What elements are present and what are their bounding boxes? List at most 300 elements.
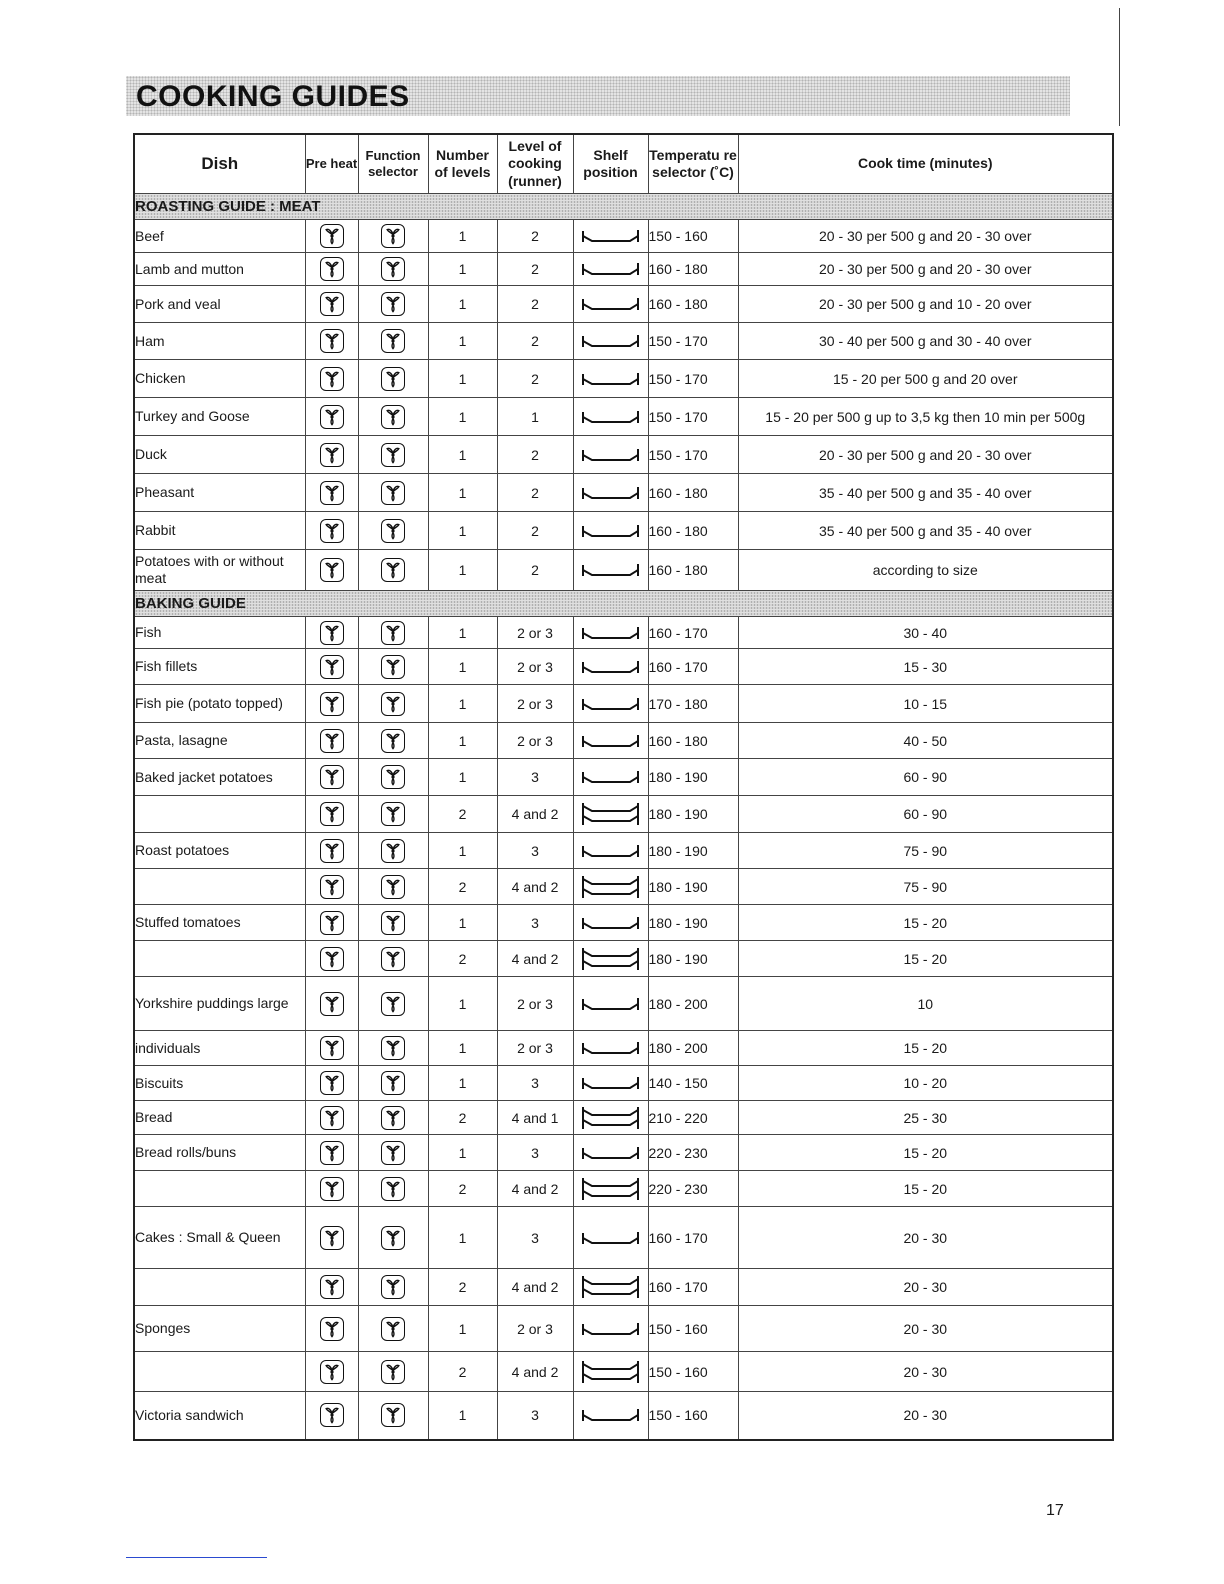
fan-symbol-icon: [381, 329, 405, 353]
runner-value: 3: [497, 1066, 573, 1101]
table-row: [134, 869, 1113, 905]
preheat-icon-cell: [305, 220, 358, 253]
function-icon-cell: [358, 1269, 428, 1306]
function-icon-cell: [358, 253, 428, 286]
fan-symbol-icon: [381, 655, 405, 679]
temperature-value: 180 - 190: [648, 759, 738, 796]
fan-symbol-icon: [320, 367, 344, 391]
single-shelf-icon: [574, 227, 648, 245]
cook-time-value: 15 - 30: [738, 649, 1113, 685]
preheat-icon-cell: [305, 905, 358, 941]
dish-name: Fish: [134, 617, 305, 649]
shelf-position-cell: [573, 1392, 648, 1440]
function-icon-cell: [358, 286, 428, 323]
temperature-value: 180 - 190: [648, 796, 738, 833]
dish-name: Pasta, lasagne: [134, 723, 305, 759]
cook-time-value: 20 - 30: [738, 1392, 1113, 1440]
table-row: [134, 977, 1113, 1031]
cook-time-value: 75 - 90: [738, 833, 1113, 869]
preheat-icon-cell: [305, 1392, 358, 1440]
header-runner: Level of cooking (runner): [497, 134, 573, 194]
shelf-position-cell: [573, 1135, 648, 1171]
levels-value: 1: [428, 474, 497, 512]
fan-symbol-icon: [320, 558, 344, 582]
cook-time-value: 15 - 20: [738, 941, 1113, 977]
runner-value: 3: [497, 905, 573, 941]
preheat-icon-cell: [305, 398, 358, 436]
dish-name: Pork and veal: [134, 286, 305, 323]
single-shelf-icon: [574, 732, 648, 750]
fan-symbol-icon: [320, 1071, 344, 1095]
function-icon-cell: [358, 649, 428, 685]
single-shelf-icon: [574, 561, 648, 579]
preheat-icon-cell: [305, 941, 358, 977]
dish-name: individuals: [134, 1031, 305, 1066]
temperature-value: 150 - 170: [648, 323, 738, 360]
function-icon-cell: [358, 1306, 428, 1352]
function-icon-cell: [358, 474, 428, 512]
table-row: [134, 1392, 1113, 1440]
cook-time-value: 20 - 30: [738, 1352, 1113, 1392]
temperature-value: 180 - 200: [648, 1031, 738, 1066]
table-row: [134, 833, 1113, 869]
runner-value: 3: [497, 1392, 573, 1440]
runner-value: 4 and 1: [497, 1101, 573, 1135]
runner-value: 2 or 3: [497, 977, 573, 1031]
levels-value: 1: [428, 1031, 497, 1066]
levels-value: 1: [428, 286, 497, 323]
fan-symbol-icon: [381, 257, 405, 281]
fan-symbol-icon: [381, 1360, 405, 1384]
table-row: [134, 685, 1113, 723]
shelf-position-cell: [573, 1066, 648, 1101]
fan-symbol-icon: [320, 1226, 344, 1250]
single-shelf-icon: [574, 1229, 648, 1247]
header-shelf: Shelf position: [573, 134, 648, 194]
temperature-value: 150 - 160: [648, 1392, 738, 1440]
function-icon-cell: [358, 323, 428, 360]
fan-symbol-icon: [381, 1106, 405, 1130]
table-row: [134, 474, 1113, 512]
table-row: [134, 253, 1113, 286]
fan-symbol-icon: [381, 875, 405, 899]
cook-time-value: 10 - 15: [738, 685, 1113, 723]
dish-name: Fish fillets: [134, 649, 305, 685]
cook-time-value: 25 - 30: [738, 1101, 1113, 1135]
runner-value: 4 and 2: [497, 941, 573, 977]
fan-symbol-icon: [320, 329, 344, 353]
double-shelf-icon: [574, 1274, 648, 1300]
preheat-icon-cell: [305, 833, 358, 869]
function-icon-cell: [358, 550, 428, 591]
single-shelf-icon: [574, 1144, 648, 1162]
fan-symbol-icon: [381, 1226, 405, 1250]
table-row: [134, 617, 1113, 649]
dish-name: Cakes : Small & Queen: [134, 1207, 305, 1269]
shelf-position-cell: [573, 1306, 648, 1352]
temperature-value: 160 - 180: [648, 512, 738, 550]
shelf-position-cell: [573, 869, 648, 905]
double-shelf-icon: [574, 946, 648, 972]
dish-name: Biscuits: [134, 1066, 305, 1101]
cook-time-value: 10 - 20: [738, 1066, 1113, 1101]
single-shelf-icon: [574, 624, 648, 642]
table-row: [134, 398, 1113, 436]
fan-symbol-icon: [381, 1403, 405, 1427]
temperature-value: 220 - 230: [648, 1171, 738, 1207]
single-shelf-icon: [574, 842, 648, 860]
fan-symbol-icon: [320, 1036, 344, 1060]
dish-name: Bread: [134, 1101, 305, 1135]
runner-value: 2: [497, 436, 573, 474]
runner-value: 2: [497, 512, 573, 550]
shelf-position-cell: [573, 512, 648, 550]
shelf-position-cell: [573, 723, 648, 759]
single-shelf-icon: [574, 1320, 648, 1338]
cook-time-value: 15 - 20 per 500 g up to 3,5 kg then 10 min per 500g: [738, 398, 1113, 436]
levels-value: 2: [428, 1171, 497, 1207]
fan-symbol-icon: [381, 1275, 405, 1299]
runner-value: 4 and 2: [497, 796, 573, 833]
preheat-icon-cell: [305, 977, 358, 1031]
single-shelf-icon: [574, 295, 648, 313]
table-row: [134, 512, 1113, 550]
table-row: [134, 550, 1113, 591]
fan-symbol-icon: [381, 1177, 405, 1201]
fan-symbol-icon: [381, 992, 405, 1016]
function-icon-cell: [358, 617, 428, 649]
temperature-value: 160 - 170: [648, 617, 738, 649]
cook-time-value: 20 - 30 per 500 g and 10 - 20 over: [738, 286, 1113, 323]
fan-symbol-icon: [320, 729, 344, 753]
fan-symbol-icon: [320, 692, 344, 716]
dish-name: Pheasant: [134, 474, 305, 512]
fan-symbol-icon: [381, 729, 405, 753]
cook-time-value: 20 - 30 per 500 g and 20 - 30 over: [738, 220, 1113, 253]
dish-name: [134, 1171, 305, 1207]
shelf-position-cell: [573, 1031, 648, 1066]
preheat-icon-cell: [305, 436, 358, 474]
temperature-value: 150 - 170: [648, 398, 738, 436]
cook-time-value: 30 - 40 per 500 g and 30 - 40 over: [738, 323, 1113, 360]
dish-name: Fish pie (potato topped): [134, 685, 305, 723]
table-row: [134, 796, 1113, 833]
shelf-position-cell: [573, 436, 648, 474]
shelf-position-cell: [573, 685, 648, 723]
fan-symbol-icon: [320, 655, 344, 679]
single-shelf-icon: [574, 1039, 648, 1057]
preheat-icon-cell: [305, 1171, 358, 1207]
fan-symbol-icon: [320, 765, 344, 789]
preheat-icon-cell: [305, 1101, 358, 1135]
header-preheat: Pre heat: [305, 134, 358, 194]
runner-value: 4 and 2: [497, 869, 573, 905]
preheat-icon-cell: [305, 1207, 358, 1269]
temperature-value: 180 - 190: [648, 941, 738, 977]
table-header-row: [134, 134, 1113, 194]
fan-symbol-icon: [381, 802, 405, 826]
table-row: [134, 1101, 1113, 1135]
fan-symbol-icon: [320, 1141, 344, 1165]
dish-name: Chicken: [134, 360, 305, 398]
preheat-icon-cell: [305, 360, 358, 398]
shelf-position-cell: [573, 1101, 648, 1135]
levels-value: 1: [428, 253, 497, 286]
cook-time-value: 40 - 50: [738, 723, 1113, 759]
double-shelf-icon: [574, 1359, 648, 1385]
page-number: 17: [1046, 1502, 1064, 1519]
shelf-position-cell: [573, 941, 648, 977]
table-row: [134, 723, 1113, 759]
dish-name: Beef: [134, 220, 305, 253]
footnote-rule: [126, 1557, 267, 1558]
preheat-icon-cell: [305, 685, 358, 723]
cook-time-value: 15 - 20: [738, 1135, 1113, 1171]
header-temp: Temperatu re selector (˚C): [648, 134, 738, 194]
header-time: Cook time (minutes): [738, 134, 1113, 194]
function-icon-cell: [358, 759, 428, 796]
temperature-value: 150 - 170: [648, 436, 738, 474]
fan-symbol-icon: [381, 1317, 405, 1341]
temperature-value: 160 - 180: [648, 550, 738, 591]
dish-name: Bread rolls/buns: [134, 1135, 305, 1171]
shelf-position-cell: [573, 1171, 648, 1207]
single-shelf-icon: [574, 914, 648, 932]
cooking-guide-table: [133, 133, 1114, 1441]
levels-value: 1: [428, 436, 497, 474]
levels-value: 1: [428, 1392, 497, 1440]
temperature-value: 160 - 180: [648, 286, 738, 323]
shelf-position-cell: [573, 550, 648, 591]
preheat-icon-cell: [305, 474, 358, 512]
table-row: [134, 360, 1113, 398]
preheat-icon-cell: [305, 286, 358, 323]
function-icon-cell: [358, 905, 428, 941]
function-icon-cell: [358, 1066, 428, 1101]
dish-name: Rabbit: [134, 512, 305, 550]
fan-symbol-icon: [320, 443, 344, 467]
preheat-icon-cell: [305, 1031, 358, 1066]
shelf-position-cell: [573, 323, 648, 360]
cook-time-value: 15 - 20: [738, 1171, 1113, 1207]
cook-time-value: 30 - 40: [738, 617, 1113, 649]
dish-name: Potatoes with or without meat: [134, 550, 305, 591]
table-row: [134, 759, 1113, 796]
temperature-value: 220 - 230: [648, 1135, 738, 1171]
cook-time-value: 20 - 30 per 500 g and 20 - 30 over: [738, 436, 1113, 474]
levels-value: 1: [428, 398, 497, 436]
fan-symbol-icon: [320, 1403, 344, 1427]
preheat-icon-cell: [305, 723, 358, 759]
function-icon-cell: [358, 1352, 428, 1392]
function-icon-cell: [358, 723, 428, 759]
temperature-value: 140 - 150: [648, 1066, 738, 1101]
preheat-icon-cell: [305, 323, 358, 360]
temperature-value: 150 - 160: [648, 1352, 738, 1392]
cook-time-value: 15 - 20: [738, 905, 1113, 941]
fan-symbol-icon: [381, 519, 405, 543]
fan-symbol-icon: [381, 1071, 405, 1095]
shelf-position-cell: [573, 398, 648, 436]
single-shelf-icon: [574, 522, 648, 540]
temperature-value: 180 - 190: [648, 905, 738, 941]
fan-symbol-icon: [381, 621, 405, 645]
runner-value: 2 or 3: [497, 685, 573, 723]
dish-name: Ham: [134, 323, 305, 360]
temperature-value: 170 - 180: [648, 685, 738, 723]
table-row: [134, 649, 1113, 685]
section-title: ROASTING GUIDE : MEAT: [134, 194, 1113, 220]
preheat-icon-cell: [305, 1269, 358, 1306]
fan-symbol-icon: [381, 292, 405, 316]
table-row: [134, 436, 1113, 474]
preheat-icon-cell: [305, 1352, 358, 1392]
table-row: [134, 1031, 1113, 1066]
function-icon-cell: [358, 977, 428, 1031]
fan-symbol-icon: [381, 1141, 405, 1165]
single-shelf-icon: [574, 1406, 648, 1424]
table-row: [134, 323, 1113, 360]
double-shelf-icon: [574, 1176, 648, 1202]
fan-symbol-icon: [320, 1317, 344, 1341]
fan-symbol-icon: [381, 1036, 405, 1060]
function-icon-cell: [358, 833, 428, 869]
runner-value: 4 and 2: [497, 1171, 573, 1207]
preheat-icon-cell: [305, 759, 358, 796]
fan-symbol-icon: [320, 224, 344, 248]
fan-symbol-icon: [381, 443, 405, 467]
table-row: [134, 1269, 1113, 1306]
fan-symbol-icon: [320, 911, 344, 935]
dish-name: [134, 1269, 305, 1306]
fan-symbol-icon: [320, 802, 344, 826]
levels-value: 1: [428, 759, 497, 796]
temperature-value: 160 - 170: [648, 1269, 738, 1306]
preheat-icon-cell: [305, 1306, 358, 1352]
cook-time-value: 20 - 30: [738, 1306, 1113, 1352]
double-shelf-icon: [574, 874, 648, 900]
dish-name: Roast potatoes: [134, 833, 305, 869]
dish-name: [134, 796, 305, 833]
levels-value: 1: [428, 685, 497, 723]
cook-time-value: according to size: [738, 550, 1113, 591]
fan-symbol-icon: [320, 947, 344, 971]
fan-symbol-icon: [381, 224, 405, 248]
function-icon-cell: [358, 512, 428, 550]
cook-time-value: 20 - 30: [738, 1269, 1113, 1306]
preheat-icon-cell: [305, 796, 358, 833]
table-row: [134, 220, 1113, 253]
levels-value: 1: [428, 905, 497, 941]
fan-symbol-icon: [381, 481, 405, 505]
levels-value: 1: [428, 617, 497, 649]
shelf-position-cell: [573, 1352, 648, 1392]
single-shelf-icon: [574, 446, 648, 464]
fan-symbol-icon: [381, 405, 405, 429]
single-shelf-icon: [574, 995, 648, 1013]
cook-time-value: 35 - 40 per 500 g and 35 - 40 over: [738, 474, 1113, 512]
function-icon-cell: [358, 941, 428, 977]
levels-value: 1: [428, 649, 497, 685]
fan-symbol-icon: [320, 992, 344, 1016]
shelf-position-cell: [573, 905, 648, 941]
fan-symbol-icon: [320, 875, 344, 899]
cook-time-value: 60 - 90: [738, 796, 1113, 833]
shelf-position-cell: [573, 977, 648, 1031]
fan-symbol-icon: [320, 257, 344, 281]
runner-value: 2: [497, 474, 573, 512]
dish-name: Baked jacket potatoes: [134, 759, 305, 796]
fan-symbol-icon: [381, 367, 405, 391]
dish-name: Duck: [134, 436, 305, 474]
fan-symbol-icon: [381, 911, 405, 935]
dish-name: Yorkshire puddings large: [134, 977, 305, 1031]
fan-symbol-icon: [381, 947, 405, 971]
preheat-icon-cell: [305, 869, 358, 905]
levels-value: 1: [428, 323, 497, 360]
fan-symbol-icon: [320, 1275, 344, 1299]
function-icon-cell: [358, 360, 428, 398]
section-title: BAKING GUIDE: [134, 591, 1113, 617]
temperature-value: 180 - 190: [648, 833, 738, 869]
runner-value: 3: [497, 833, 573, 869]
levels-value: 1: [428, 1066, 497, 1101]
shelf-position-cell: [573, 286, 648, 323]
levels-value: 1: [428, 550, 497, 591]
preheat-icon-cell: [305, 1066, 358, 1101]
fan-symbol-icon: [381, 765, 405, 789]
fan-symbol-icon: [381, 692, 405, 716]
cook-time-value: 20 - 30 per 500 g and 20 - 30 over: [738, 253, 1113, 286]
preheat-icon-cell: [305, 617, 358, 649]
function-icon-cell: [358, 685, 428, 723]
table-row: [134, 1135, 1113, 1171]
fan-symbol-icon: [320, 481, 344, 505]
levels-value: 1: [428, 1207, 497, 1269]
function-icon-cell: [358, 1171, 428, 1207]
function-icon-cell: [358, 869, 428, 905]
levels-value: 2: [428, 796, 497, 833]
table-row: [134, 1207, 1113, 1269]
runner-value: 1: [497, 398, 573, 436]
cook-time-value: 35 - 40 per 500 g and 35 - 40 over: [738, 512, 1113, 550]
table-row: [134, 905, 1113, 941]
shelf-position-cell: [573, 759, 648, 796]
temperature-value: 150 - 170: [648, 360, 738, 398]
runner-value: 4 and 2: [497, 1269, 573, 1306]
section-header-row: [134, 194, 1113, 220]
runner-value: 4 and 2: [497, 1352, 573, 1392]
cook-time-value: 15 - 20 per 500 g and 20 over: [738, 360, 1113, 398]
function-icon-cell: [358, 398, 428, 436]
runner-value: 2: [497, 220, 573, 253]
runner-value: 2 or 3: [497, 1031, 573, 1066]
single-shelf-icon: [574, 1074, 648, 1092]
single-shelf-icon: [574, 332, 648, 350]
temperature-value: 160 - 180: [648, 723, 738, 759]
function-icon-cell: [358, 220, 428, 253]
table-row: [134, 1352, 1113, 1392]
header-dish: Dish: [134, 134, 305, 194]
runner-value: 3: [497, 759, 573, 796]
shelf-position-cell: [573, 617, 648, 649]
preheat-icon-cell: [305, 1135, 358, 1171]
runner-value: 2 or 3: [497, 723, 573, 759]
runner-value: 3: [497, 1207, 573, 1269]
function-icon-cell: [358, 796, 428, 833]
table-row: [134, 1171, 1113, 1207]
double-shelf-icon: [574, 1105, 648, 1131]
